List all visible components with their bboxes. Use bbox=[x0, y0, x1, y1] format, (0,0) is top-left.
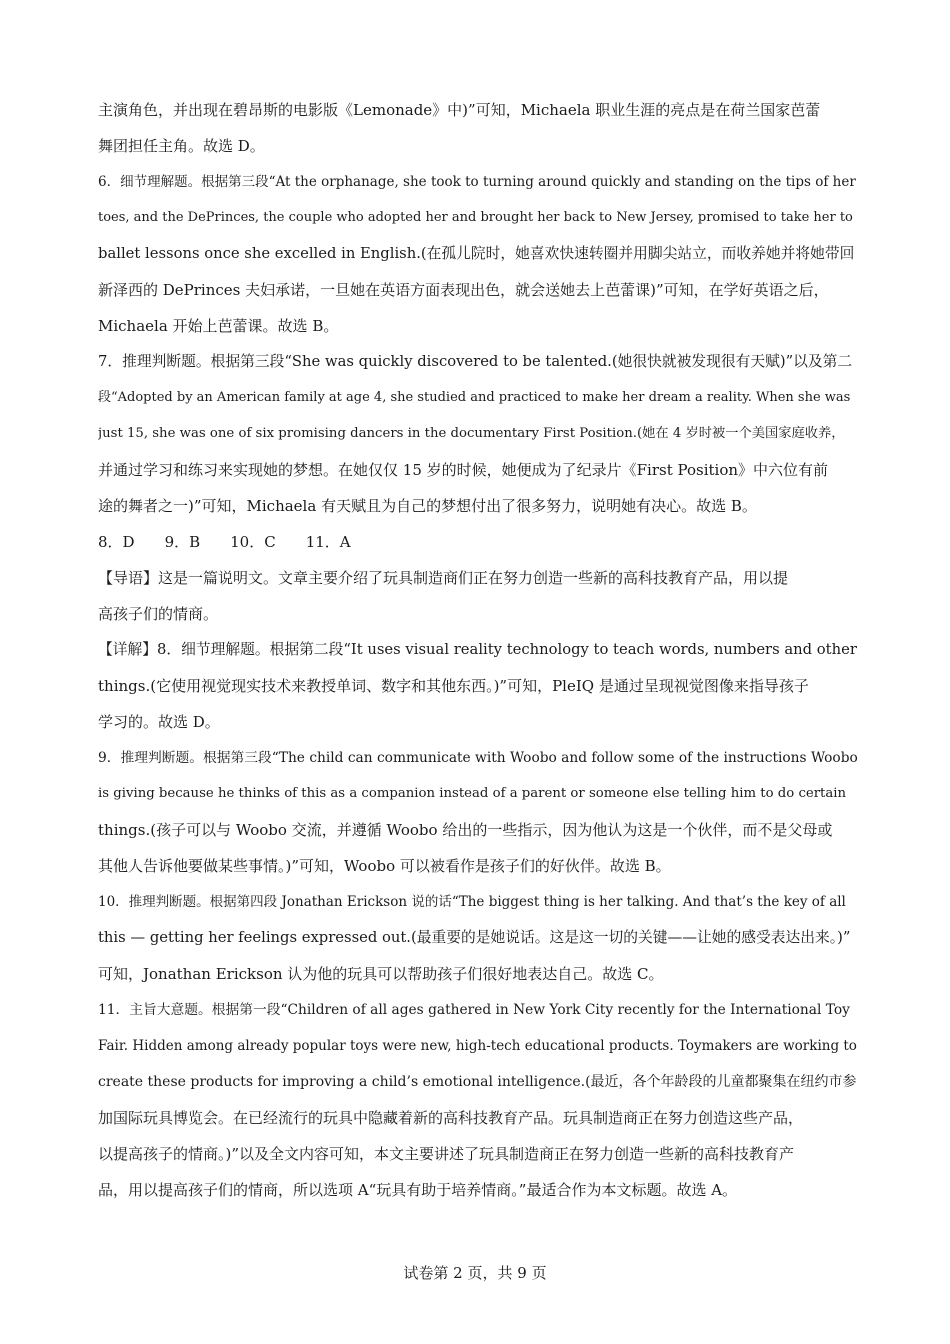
answer-text-body bbox=[98, 92, 858, 1208]
text-line: Fair. Hidden among already popular toys were new, high-tech educational products. Toymakers are working to bbox=[98, 1038, 857, 1054]
text-line: toes, and the DePrinces, the couple who adopted her and brought her back to New Jersey, promised to take her to bbox=[98, 210, 853, 225]
text-line: ballet lessons once she excelled in English.(在孤儿院时，她喜欢快速转圈并用脚尖站立，而收养她并将她带回 bbox=[98, 245, 855, 262]
text-line: 【导语】这是一篇说明文。文章主要介绍了玩具制造商们正在努力创造一些新的高科技教育产品，用以提 bbox=[98, 569, 789, 587]
page-footer: 试卷第 2 页，共 9 页 bbox=[403, 1264, 547, 1282]
text-line: 新泽西的 DePrinces 夫妇承诺，一旦她在英语方面表现出色，就会送她去上芭蕾课)”可知，在学好英语之后， bbox=[98, 281, 829, 299]
text-line: 加国际玩具博览会。在已经流行的玩具中隐藏着新的高科技教育产品。玩具制造商正在努力创造这些产品， bbox=[98, 1109, 804, 1127]
text-line: 高孩子们的情商。 bbox=[98, 605, 219, 623]
text-line: 9．推理判断题。根据第三段“The child can communicate with Woobo and follow some of the instructions Woobo bbox=[98, 750, 858, 766]
text-line: things.(孩子可以与 Woobo 交流，并遵循 Woobo 给出的一些指示，因为他认为这是一个伙伴，而不是父母或 bbox=[98, 821, 833, 839]
text-line: create these products for improving a child’s emotional intelligence.(最近，各个年龄段的儿童都聚集在纽约市参 bbox=[98, 1074, 857, 1090]
text-line: Michaela 开始上芭蕾课。故选 B。 bbox=[98, 317, 339, 335]
text-line: 主演角色，并出现在碧昂斯的电影版《Lemonade》中)”可知，Michaela 职业生涯的亮点是在荷兰国家芭蕾 bbox=[98, 101, 821, 119]
text-line: just 15, she was one of six promising dancers in the documentary First Position.(她在 4 岁时被一个美国家庭收养， bbox=[98, 426, 845, 441]
text-line: 段“Adopted by an American family at age 4, she studied and practiced to make her dream a reality. When she was bbox=[98, 390, 851, 405]
text-line: 10．推理判断题。根据第四段 Jonathan Erickson 说的话“The biggest thing is her talking. And that’s the key of all bbox=[98, 894, 846, 910]
text-line: 学习的。故选 D。 bbox=[98, 713, 220, 731]
text-line: 可知，Jonathan Erickson 认为他的玩具可以帮助孩子们很好地表达自己。故选 C。 bbox=[98, 965, 664, 983]
text-line: this — getting her feelings expressed out.(最重要的是她说话。这是这一切的关键——让她的感受表达出来。)” bbox=[98, 929, 851, 946]
text-line: 【详解】8．细节理解题。根据第二段“It uses visual reality technology to teach words, numbers and other bbox=[98, 641, 857, 658]
text-line: 其他人告诉他要做某些事情。)”可知，Woobo 可以被看作是孩子们的好伙伴。故选 B。 bbox=[98, 857, 671, 875]
answer-key-line: 8．D 9．B 10．C 11．A bbox=[98, 533, 351, 551]
text-line: 以提高孩子的情商。)”以及全文内容可知，本文主要讲述了玩具制造商正在努力创造一些新的高科技教育产 bbox=[98, 1145, 795, 1163]
text-line: 并通过学习和练习来实现她的梦想。在她仅仅 15 岁的时候，她便成为了纪录片《First Position》中六位有前 bbox=[98, 461, 829, 479]
text-line: 11．主旨大意题。根据第一段“Children of all ages gathered in New York City recently for the International Toy bbox=[98, 1002, 850, 1018]
text-line: 途的舞者之一)”可知，Michaela 有天赋且为自己的梦想付出了很多努力，说明她有决心。故选 B。 bbox=[98, 497, 757, 515]
text-line: 舞团担任主角。故选 D。 bbox=[98, 137, 265, 155]
text-line: 6．细节理解题。根据第三段“At the orphanage, she took to turning around quickly and standing on the tips of her bbox=[98, 174, 856, 190]
text-line: 7．推理判断题。根据第三段“She was quickly discovered to be talented.(她很快就被发现很有天赋)”以及第二 bbox=[98, 353, 853, 370]
text-line: 品，用以提高孩子们的情商，所以选项 A“玩具有助于培养情商。”最适合作为本文标题。故选 A。 bbox=[98, 1181, 738, 1199]
text-line: is giving because he thinks of this as a companion instead of a parent or someone else telling him to do certain bbox=[98, 786, 847, 801]
text-line: things.(它使用视觉现实技术来教授单词、数字和其他东西。)”可知，PleIQ 是通过呈现视觉图像来指导孩子 bbox=[98, 677, 809, 695]
